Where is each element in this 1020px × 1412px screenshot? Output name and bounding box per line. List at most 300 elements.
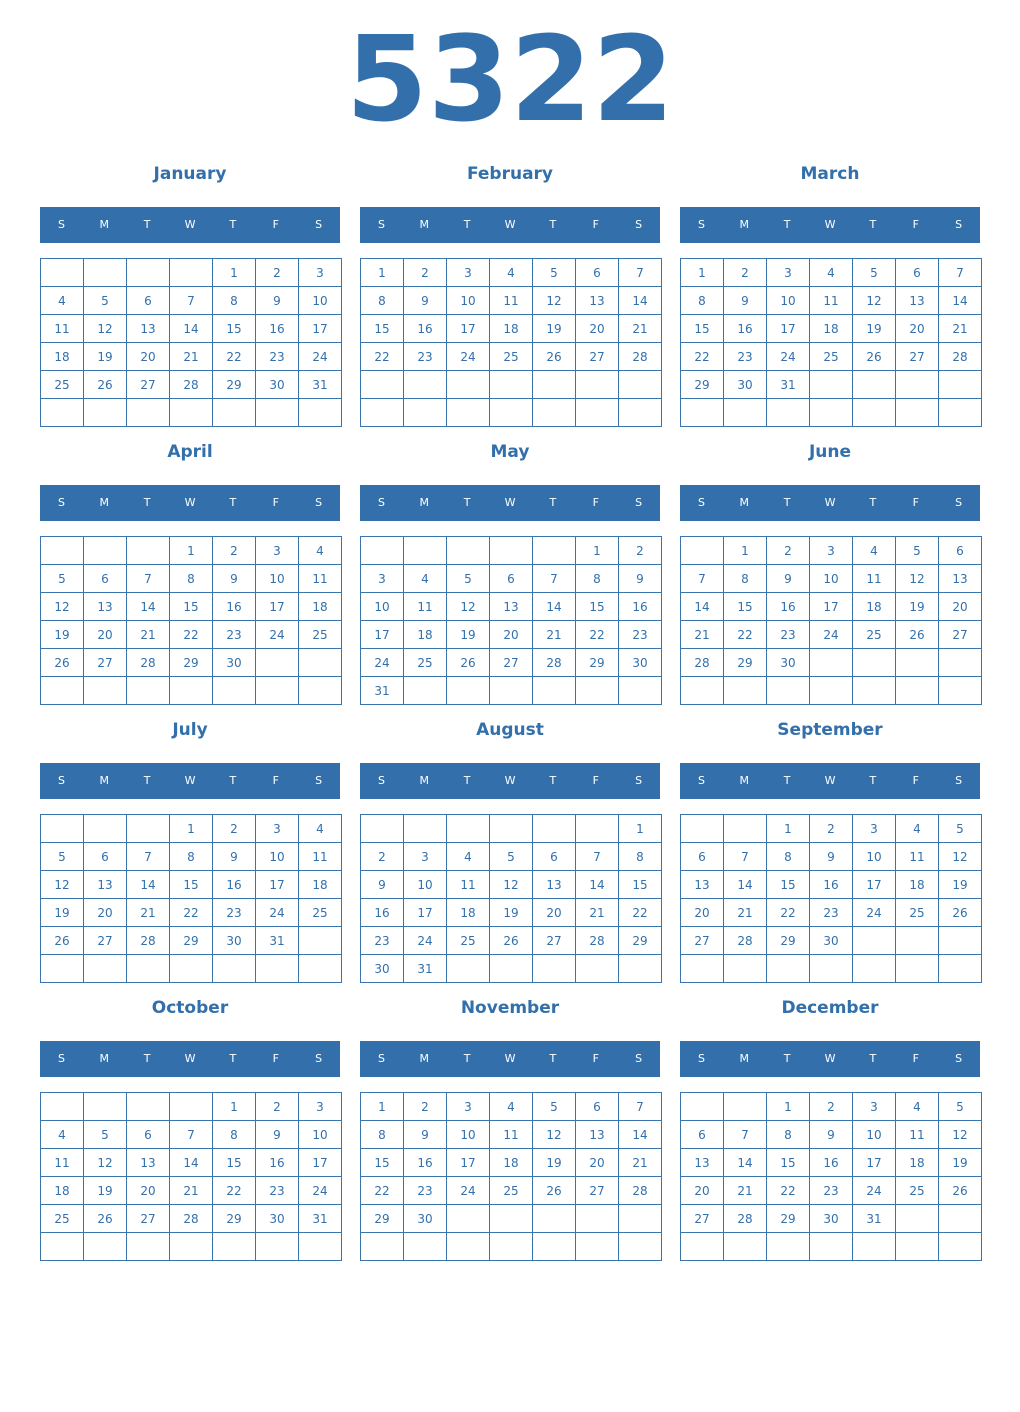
empty-day-cell	[896, 677, 939, 705]
day-cell: 19	[84, 1177, 127, 1205]
weekday-header	[360, 485, 660, 521]
week-row	[681, 1093, 982, 1121]
empty-day-cell	[576, 815, 619, 843]
week-row	[41, 1205, 342, 1233]
day-cell: 14	[724, 1149, 767, 1177]
weekday-label: T	[143, 496, 151, 509]
empty-day-cell	[810, 677, 853, 705]
empty-day-cell	[896, 649, 939, 677]
empty-day-cell	[84, 1093, 127, 1121]
day-cell: 23	[724, 343, 767, 371]
day-cell: 30	[213, 649, 256, 677]
day-cell: 10	[447, 1121, 490, 1149]
empty-day-cell	[84, 677, 127, 705]
day-grid	[680, 814, 982, 983]
day-cell: 13	[127, 1149, 170, 1177]
week-row	[41, 1093, 342, 1121]
day-cell: 12	[41, 871, 84, 899]
month-name: December	[781, 998, 879, 1018]
day-cell: 5	[447, 565, 490, 593]
empty-day-cell	[810, 1233, 853, 1261]
day-cell: 17	[256, 871, 299, 899]
month-name: August	[476, 720, 544, 740]
week-row	[41, 565, 342, 593]
day-cell: 27	[681, 1205, 724, 1233]
day-cell: 13	[681, 1149, 724, 1177]
empty-day-cell	[681, 399, 724, 427]
day-cell: 6	[84, 565, 127, 593]
week-row	[41, 593, 342, 621]
day-cell: 26	[84, 1205, 127, 1233]
day-cell: 31	[361, 677, 404, 705]
weekday-label: W	[824, 218, 836, 231]
empty-day-cell	[939, 399, 982, 427]
day-cell: 3	[810, 537, 853, 565]
day-cell: 19	[939, 871, 982, 899]
empty-day-cell	[681, 677, 724, 705]
weekday-label: M	[99, 496, 110, 509]
day-cell: 5	[490, 843, 533, 871]
empty-day-cell	[939, 927, 982, 955]
empty-day-cell	[576, 677, 619, 705]
week-row	[41, 371, 342, 399]
day-cell: 4	[404, 565, 447, 593]
empty-day-cell	[681, 815, 724, 843]
day-cell: 21	[170, 343, 213, 371]
empty-day-cell	[724, 399, 767, 427]
day-cell: 12	[41, 593, 84, 621]
weekday-label: S	[377, 218, 385, 231]
day-cell: 29	[619, 927, 662, 955]
day-cell: 20	[681, 899, 724, 927]
day-cell: 2	[767, 537, 810, 565]
weekday-label: T	[229, 774, 237, 787]
week-row	[361, 593, 662, 621]
empty-day-cell	[361, 815, 404, 843]
day-cell: 7	[170, 287, 213, 315]
day-cell: 7	[724, 843, 767, 871]
empty-day-cell	[853, 649, 896, 677]
day-cell: 23	[361, 927, 404, 955]
week-row	[41, 315, 342, 343]
empty-day-cell	[490, 399, 533, 427]
day-cell: 4	[490, 1093, 533, 1121]
week-row	[41, 1121, 342, 1149]
day-cell: 3	[853, 1093, 896, 1121]
weekday-label: F	[592, 218, 599, 231]
empty-day-cell	[896, 927, 939, 955]
day-cell: 17	[299, 315, 342, 343]
week-row	[681, 593, 982, 621]
weekday-header	[40, 485, 340, 521]
day-cell: 21	[127, 621, 170, 649]
day-cell: 7	[619, 1093, 662, 1121]
weekday-label: T	[463, 774, 471, 787]
day-cell: 18	[41, 343, 84, 371]
empty-day-cell	[724, 677, 767, 705]
day-cell: 17	[447, 315, 490, 343]
day-cell: 13	[127, 315, 170, 343]
day-cell: 17	[256, 593, 299, 621]
day-cell: 13	[576, 1121, 619, 1149]
month-name: September	[777, 720, 883, 740]
day-cell: 24	[404, 927, 447, 955]
empty-day-cell	[724, 1093, 767, 1121]
day-cell: 9	[724, 287, 767, 315]
empty-day-cell	[490, 1205, 533, 1233]
day-cell: 27	[127, 1205, 170, 1233]
day-cell: 15	[170, 871, 213, 899]
day-cell: 12	[84, 1149, 127, 1177]
day-cell: 19	[896, 593, 939, 621]
empty-day-cell	[256, 649, 299, 677]
weekday-label: S	[57, 1052, 65, 1065]
empty-day-cell	[939, 371, 982, 399]
empty-day-cell	[361, 371, 404, 399]
day-cell: 27	[127, 371, 170, 399]
day-cell: 30	[256, 1205, 299, 1233]
day-cell: 4	[447, 843, 490, 871]
empty-day-cell	[896, 1233, 939, 1261]
day-cell: 25	[299, 899, 342, 927]
day-cell: 15	[361, 315, 404, 343]
weekday-label: F	[592, 496, 599, 509]
empty-day-cell	[127, 1233, 170, 1261]
empty-day-cell	[767, 955, 810, 983]
week-row	[361, 343, 662, 371]
empty-day-cell	[84, 955, 127, 983]
empty-day-cell	[404, 399, 447, 427]
empty-day-cell	[853, 371, 896, 399]
day-cell: 16	[724, 315, 767, 343]
day-cell: 8	[170, 843, 213, 871]
empty-day-cell	[533, 1205, 576, 1233]
empty-day-cell	[41, 1093, 84, 1121]
day-cell: 7	[127, 843, 170, 871]
day-cell: 8	[576, 565, 619, 593]
day-cell: 21	[170, 1177, 213, 1205]
weekday-header	[680, 1041, 980, 1077]
day-cell: 6	[490, 565, 533, 593]
day-cell: 31	[299, 1205, 342, 1233]
day-cell: 16	[404, 1149, 447, 1177]
day-cell: 20	[84, 621, 127, 649]
weekday-label: F	[912, 1052, 919, 1065]
weekday-label: M	[99, 218, 110, 231]
day-cell: 24	[853, 899, 896, 927]
day-cell: 1	[681, 259, 724, 287]
week-row	[361, 955, 662, 983]
weekday-label: M	[739, 774, 750, 787]
week-row	[41, 343, 342, 371]
empty-day-cell	[619, 955, 662, 983]
day-cell: 31	[256, 927, 299, 955]
day-cell: 8	[213, 1121, 256, 1149]
day-cell: 30	[361, 955, 404, 983]
week-row	[361, 259, 662, 287]
day-cell: 16	[256, 315, 299, 343]
weekday-label: F	[912, 496, 919, 509]
day-cell: 28	[127, 927, 170, 955]
day-cell: 24	[299, 343, 342, 371]
day-cell: 21	[724, 1177, 767, 1205]
day-cell: 30	[810, 1205, 853, 1233]
day-cell: 13	[533, 871, 576, 899]
empty-day-cell	[810, 371, 853, 399]
day-cell: 30	[619, 649, 662, 677]
day-cell: 2	[724, 259, 767, 287]
weekday-label: T	[783, 218, 791, 231]
week-row	[681, 1233, 982, 1261]
day-cell: 11	[896, 1121, 939, 1149]
week-row	[361, 843, 662, 871]
day-cell: 11	[41, 1149, 84, 1177]
day-cell: 10	[299, 287, 342, 315]
weekday-label: S	[377, 1052, 385, 1065]
month-name: February	[466, 164, 554, 184]
day-cell: 16	[213, 871, 256, 899]
weekday-label: W	[184, 496, 196, 509]
day-cell: 18	[404, 621, 447, 649]
day-grid	[360, 814, 662, 983]
day-cell: 3	[447, 1093, 490, 1121]
empty-day-cell	[256, 955, 299, 983]
empty-day-cell	[404, 677, 447, 705]
day-cell: 6	[533, 843, 576, 871]
day-cell: 31	[404, 955, 447, 983]
week-row	[41, 927, 342, 955]
weekday-label: S	[955, 218, 963, 231]
weekday-label: T	[869, 496, 877, 509]
empty-day-cell	[681, 1093, 724, 1121]
empty-day-cell	[170, 1093, 213, 1121]
empty-day-cell	[127, 259, 170, 287]
day-grid	[40, 258, 342, 427]
day-cell: 26	[84, 371, 127, 399]
day-cell: 10	[256, 565, 299, 593]
day-cell: 30	[256, 371, 299, 399]
empty-day-cell	[619, 399, 662, 427]
day-cell: 2	[213, 537, 256, 565]
day-cell: 12	[896, 565, 939, 593]
weekday-label: W	[184, 1052, 196, 1065]
day-cell: 17	[299, 1149, 342, 1177]
week-row	[681, 677, 982, 705]
empty-day-cell	[853, 677, 896, 705]
week-row	[361, 287, 662, 315]
day-cell: 31	[299, 371, 342, 399]
day-cell: 17	[404, 899, 447, 927]
day-cell: 11	[299, 565, 342, 593]
day-cell: 20	[896, 315, 939, 343]
day-cell: 24	[767, 343, 810, 371]
week-row	[681, 1121, 982, 1149]
day-cell: 14	[170, 315, 213, 343]
empty-day-cell	[724, 815, 767, 843]
week-row	[681, 1177, 982, 1205]
day-cell: 3	[767, 259, 810, 287]
month-name: July	[172, 720, 208, 740]
day-cell: 20	[681, 1177, 724, 1205]
day-cell: 3	[404, 843, 447, 871]
day-cell: 4	[853, 537, 896, 565]
day-cell: 25	[853, 621, 896, 649]
day-cell: 3	[299, 1093, 342, 1121]
day-cell: 12	[853, 287, 896, 315]
day-cell: 6	[939, 537, 982, 565]
day-cell: 24	[361, 649, 404, 677]
weekday-label: M	[419, 1052, 430, 1065]
month-name: November	[460, 998, 560, 1018]
day-cell: 27	[939, 621, 982, 649]
weekday-label: S	[635, 218, 643, 231]
empty-day-cell	[41, 677, 84, 705]
day-cell: 25	[41, 1205, 84, 1233]
month-name: May	[490, 442, 530, 462]
day-cell: 1	[213, 259, 256, 287]
day-cell: 4	[896, 1093, 939, 1121]
weekday-header	[40, 1041, 340, 1077]
day-cell: 22	[361, 343, 404, 371]
day-cell: 27	[681, 927, 724, 955]
weekday-header	[680, 763, 980, 799]
day-cell: 3	[361, 565, 404, 593]
day-cell: 20	[576, 1149, 619, 1177]
day-cell: 29	[681, 371, 724, 399]
weekday-label: F	[912, 218, 919, 231]
empty-day-cell	[896, 371, 939, 399]
day-cell: 22	[576, 621, 619, 649]
day-grid	[680, 1092, 982, 1261]
day-cell: 19	[533, 1149, 576, 1177]
day-cell: 1	[767, 815, 810, 843]
day-cell: 18	[299, 871, 342, 899]
day-cell: 15	[681, 315, 724, 343]
day-cell: 17	[853, 871, 896, 899]
day-cell: 22	[213, 343, 256, 371]
weekday-label: S	[635, 774, 643, 787]
weekday-label: S	[315, 774, 323, 787]
day-cell: 15	[767, 871, 810, 899]
day-cell: 23	[404, 1177, 447, 1205]
empty-day-cell	[170, 955, 213, 983]
week-row	[41, 1177, 342, 1205]
weekday-label: S	[377, 774, 385, 787]
day-cell: 1	[724, 537, 767, 565]
week-row	[41, 677, 342, 705]
day-grid	[680, 536, 982, 705]
week-row	[361, 1177, 662, 1205]
day-cell: 7	[724, 1121, 767, 1149]
empty-day-cell	[576, 399, 619, 427]
day-cell: 23	[213, 899, 256, 927]
week-row	[361, 399, 662, 427]
empty-day-cell	[447, 815, 490, 843]
day-cell: 29	[361, 1205, 404, 1233]
week-row	[361, 565, 662, 593]
day-cell: 18	[41, 1177, 84, 1205]
day-cell: 8	[724, 565, 767, 593]
day-cell: 27	[533, 927, 576, 955]
day-cell: 1	[170, 537, 213, 565]
empty-day-cell	[127, 677, 170, 705]
week-row	[681, 1205, 982, 1233]
day-cell: 12	[533, 1121, 576, 1149]
day-cell: 24	[256, 621, 299, 649]
day-cell: 19	[447, 621, 490, 649]
weekday-label: T	[549, 774, 557, 787]
weekday-label: T	[463, 1052, 471, 1065]
day-grid	[360, 536, 662, 705]
empty-day-cell	[490, 1233, 533, 1261]
year-title: 5322	[345, 10, 675, 148]
week-row	[41, 899, 342, 927]
day-cell: 16	[404, 315, 447, 343]
empty-day-cell	[490, 677, 533, 705]
weekday-label: S	[697, 774, 705, 787]
day-cell: 11	[853, 565, 896, 593]
day-cell: 27	[576, 343, 619, 371]
week-row	[681, 537, 982, 565]
day-cell: 8	[681, 287, 724, 315]
day-cell: 14	[170, 1149, 213, 1177]
day-cell: 26	[896, 621, 939, 649]
empty-day-cell	[361, 1233, 404, 1261]
day-grid	[360, 1092, 662, 1261]
weekday-label: S	[57, 218, 65, 231]
empty-day-cell	[41, 815, 84, 843]
empty-day-cell	[619, 677, 662, 705]
day-cell: 4	[810, 259, 853, 287]
week-row	[41, 871, 342, 899]
weekday-label: S	[955, 1052, 963, 1065]
week-row	[361, 899, 662, 927]
week-row	[681, 815, 982, 843]
day-cell: 12	[939, 843, 982, 871]
empty-day-cell	[361, 399, 404, 427]
weekday-label: T	[229, 496, 237, 509]
day-cell: 12	[939, 1121, 982, 1149]
empty-day-cell	[256, 399, 299, 427]
weekday-label: S	[57, 774, 65, 787]
day-cell: 25	[299, 621, 342, 649]
day-cell: 21	[619, 315, 662, 343]
day-cell: 21	[724, 899, 767, 927]
day-cell: 30	[724, 371, 767, 399]
day-cell: 20	[490, 621, 533, 649]
day-cell: 5	[939, 815, 982, 843]
day-cell: 25	[810, 343, 853, 371]
day-cell: 25	[896, 899, 939, 927]
weekday-label: S	[635, 1052, 643, 1065]
day-cell: 5	[853, 259, 896, 287]
day-cell: 2	[810, 1093, 853, 1121]
day-cell: 27	[490, 649, 533, 677]
empty-day-cell	[853, 927, 896, 955]
day-cell: 16	[213, 593, 256, 621]
day-cell: 28	[619, 343, 662, 371]
day-cell: 28	[724, 1205, 767, 1233]
day-cell: 12	[490, 871, 533, 899]
week-row	[361, 371, 662, 399]
day-cell: 25	[490, 1177, 533, 1205]
empty-day-cell	[41, 259, 84, 287]
day-cell: 28	[724, 927, 767, 955]
weekday-label: M	[419, 774, 430, 787]
week-row	[681, 1149, 982, 1177]
day-cell: 21	[127, 899, 170, 927]
day-cell: 14	[724, 871, 767, 899]
